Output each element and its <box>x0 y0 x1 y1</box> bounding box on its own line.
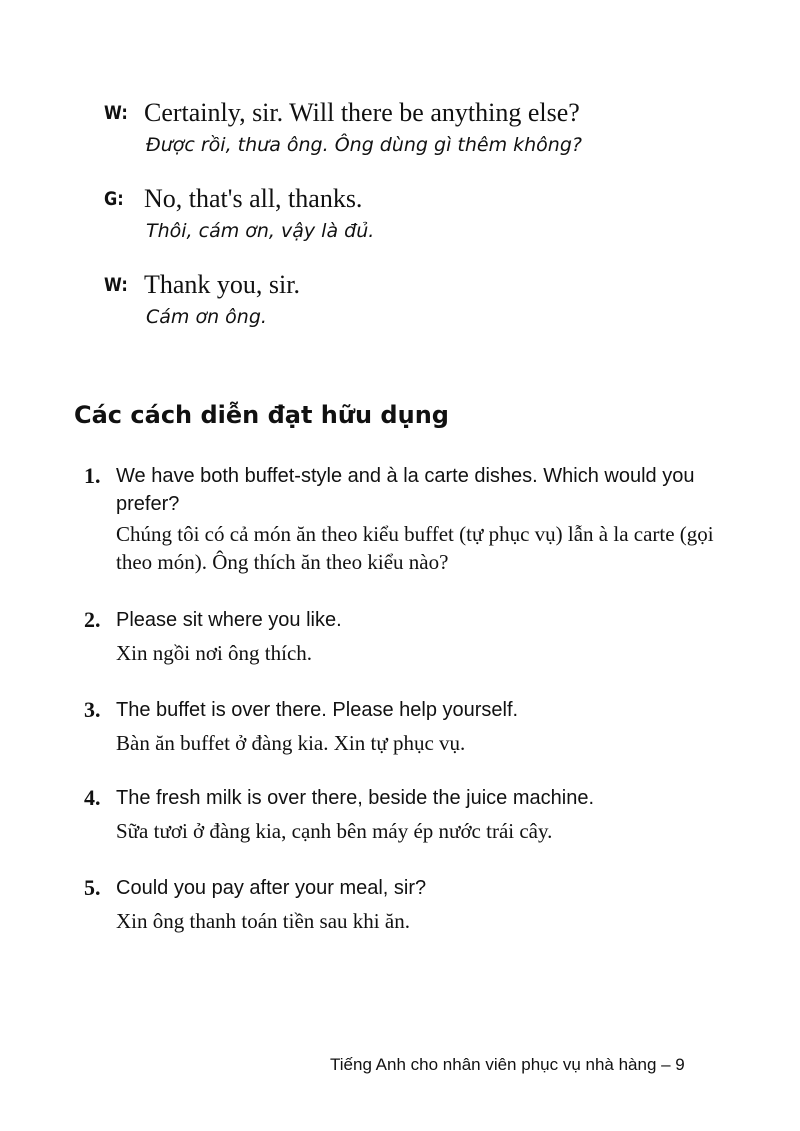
item-number: 3. <box>84 697 101 722</box>
english-expression: We have both buffet-style and à la carte dishes. Which would you prefer? <box>116 465 695 515</box>
vietnamese-translation: Được rồi, thưa ông. Ông dùng gì thêm không? <box>146 134 582 156</box>
english-line: No, that's all, thanks. <box>144 184 363 213</box>
vietnamese-translation: Bàn ăn buffet ở đàng kia. Xin tự phục vụ. <box>116 731 466 755</box>
vietnamese-translation: Chúng tôi có cả món ăn theo kiểu buffet (tự phục vụ) lẫn à la carte (gọi theo món). Ông thích ăn theo kiểu nào? <box>116 522 714 574</box>
english-expression: Please sit where you like. <box>116 609 342 631</box>
english-expression: The fresh milk is over there, beside the juice machine. <box>116 787 594 809</box>
english-line: Certainly, sir. Will there be anything else? <box>144 98 580 127</box>
vietnamese-translation: Sữa tươi ở đàng kia, cạnh bên máy ép nước trái cây. <box>116 819 553 843</box>
section-title: Các cách diễn đạt hữu dụng <box>74 401 449 429</box>
vietnamese-translation: Xin ông thanh toán tiền sau khi ăn. <box>116 909 410 933</box>
item-number: 4. <box>84 785 101 810</box>
vietnamese-translation: Cám ơn ông. <box>146 306 267 328</box>
vietnamese-translation: Xin ngồi nơi ông thích. <box>116 641 313 665</box>
english-expression: Could you pay after your meal, sir? <box>116 877 427 899</box>
speaker-label: G: <box>104 188 124 210</box>
speaker-label: W: <box>104 102 128 124</box>
english-expression: The buffet is over there. Please help yourself. <box>116 699 519 721</box>
item-number: 2. <box>84 607 101 632</box>
english-line: Thank you, sir. <box>144 270 300 299</box>
item-number: 1. <box>84 463 101 488</box>
page-footer: Tiếng Anh cho nhân viên phục vụ nhà hàng – 9 <box>330 1055 685 1074</box>
item-number: 5. <box>84 875 101 900</box>
speaker-label: W: <box>104 274 128 296</box>
vietnamese-translation: Thôi, cám ơn, vậy là đủ. <box>146 220 375 242</box>
